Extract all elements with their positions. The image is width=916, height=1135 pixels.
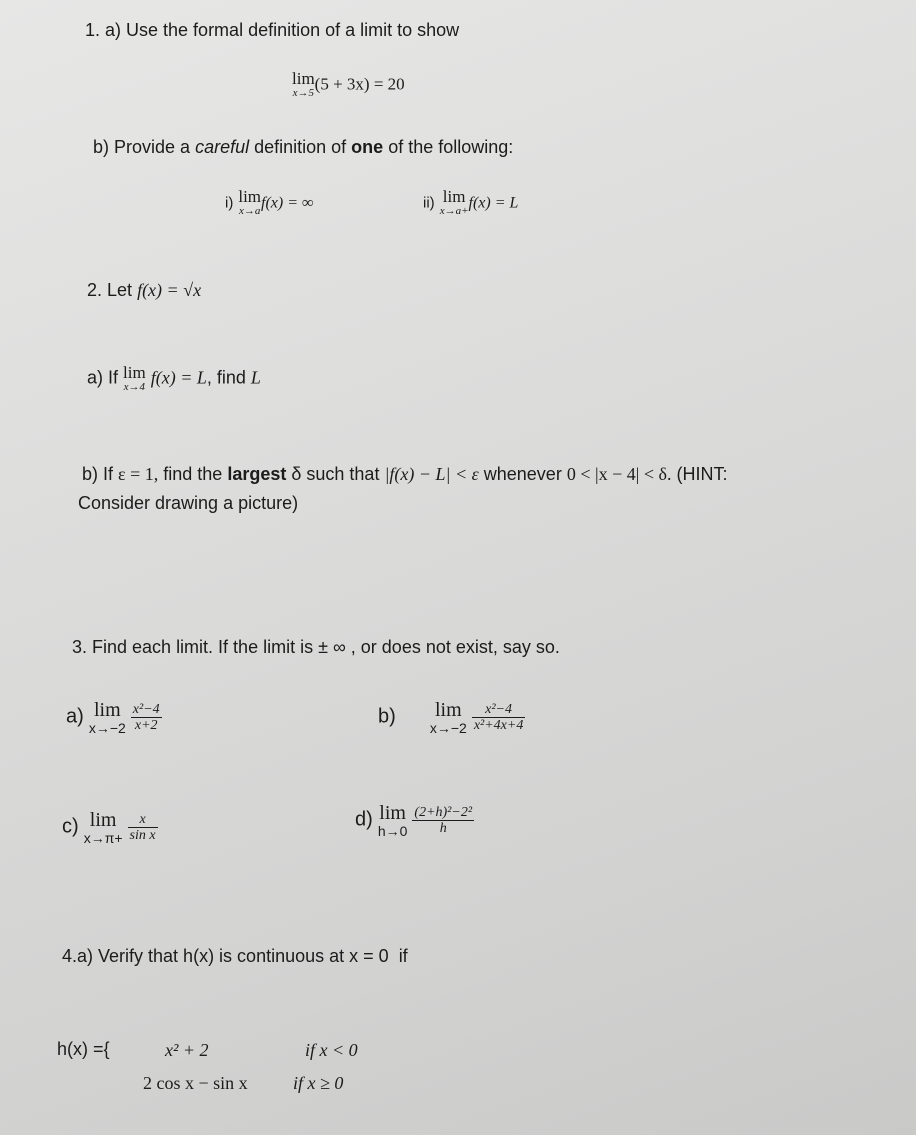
- q3d: d) lim h→0 $\frac{\text{(2+h)²−2²}}{h}$: [355, 802, 473, 839]
- q1a-lim-operator: lim x→5: [292, 69, 315, 99]
- q1i-lim-operator: lim x→a: [238, 187, 262, 217]
- q3a-lim-operator: lim x→−2: [88, 699, 126, 736]
- q3c: c) lim x→π+ $\frac{x}{\text{sin x}}$: [62, 809, 156, 846]
- q3d-lim-operator: lim h→0: [377, 802, 408, 839]
- q4-row1-cond: if x < 0: [305, 1040, 358, 1060]
- one-word: one: [351, 137, 384, 157]
- q3a-fraction: $\frac{\text{x²−4}}{x+2}$: [132, 701, 160, 733]
- q4-h-label: h(x) ={: [57, 1039, 110, 1059]
- q1b-option-ii: ii) lim x→a+ f(x) = L: [423, 187, 519, 217]
- q3c-fraction: $\frac{x}{\text{sin x}}$: [129, 811, 156, 843]
- q1b-text: b) Provide a careful definition of one of the following:: [93, 137, 514, 157]
- q2b-text: b) If ε = 1, find the largest δ such that |f(x) − L| < ε whenever 0 < |x − 4| < δ. (HINT:: [82, 464, 728, 484]
- q4-row2-cond: if x ≥ 0: [293, 1073, 344, 1093]
- q3-intro: 3. Find each limit. If the limit is ± ∞ , or does not exist, say so.: [72, 637, 560, 657]
- q2-intro: 2. Let f(x) = √x: [87, 280, 202, 300]
- q3d-fraction: $\frac{\text{(2+h)²−2²}}{h}$: [414, 804, 473, 836]
- q4-row1-expr: x² + 2: [165, 1040, 209, 1060]
- q1ii-lim-operator: lim x→a+: [439, 187, 469, 217]
- q1a-text: 1. a) Use the formal definition of a limit to show: [85, 20, 460, 40]
- q4-intro: 4.a) Verify that h(x) is continuous at x = 0 if: [62, 946, 408, 966]
- q3b: b) lim x→−2 $\frac{\text{x²−4}}{\text{x²+4x+4}}$: [378, 699, 524, 736]
- q1b-option-i: i) lim x→a f(x) = ∞: [225, 187, 314, 217]
- q1a-limit: [292, 70, 405, 99]
- careful-word: careful: [195, 137, 250, 157]
- q2a-text: a) If lim x→4 f(x) = L, find L: [87, 363, 261, 393]
- q2a-lim-operator: lim x→4: [123, 363, 146, 393]
- q4-row2-expr: 2 cos x − sin x: [143, 1073, 248, 1093]
- q3b-fraction: $\frac{\text{x²−4}}{\text{x²+4x+4}}$: [473, 701, 524, 733]
- q3a: a) lim x→−2 $\frac{\text{x²−4}}{x+2}$: [66, 699, 160, 736]
- q2b-line2: Consider drawing a picture): [78, 493, 299, 513]
- q1a-expression: (5 + 3x) = 20: [314, 74, 405, 94]
- q3b-lim-operator: lim x→−2: [429, 699, 467, 736]
- q3c-lim-operator: lim x→π+: [83, 809, 123, 846]
- largest-word: largest: [227, 464, 287, 484]
